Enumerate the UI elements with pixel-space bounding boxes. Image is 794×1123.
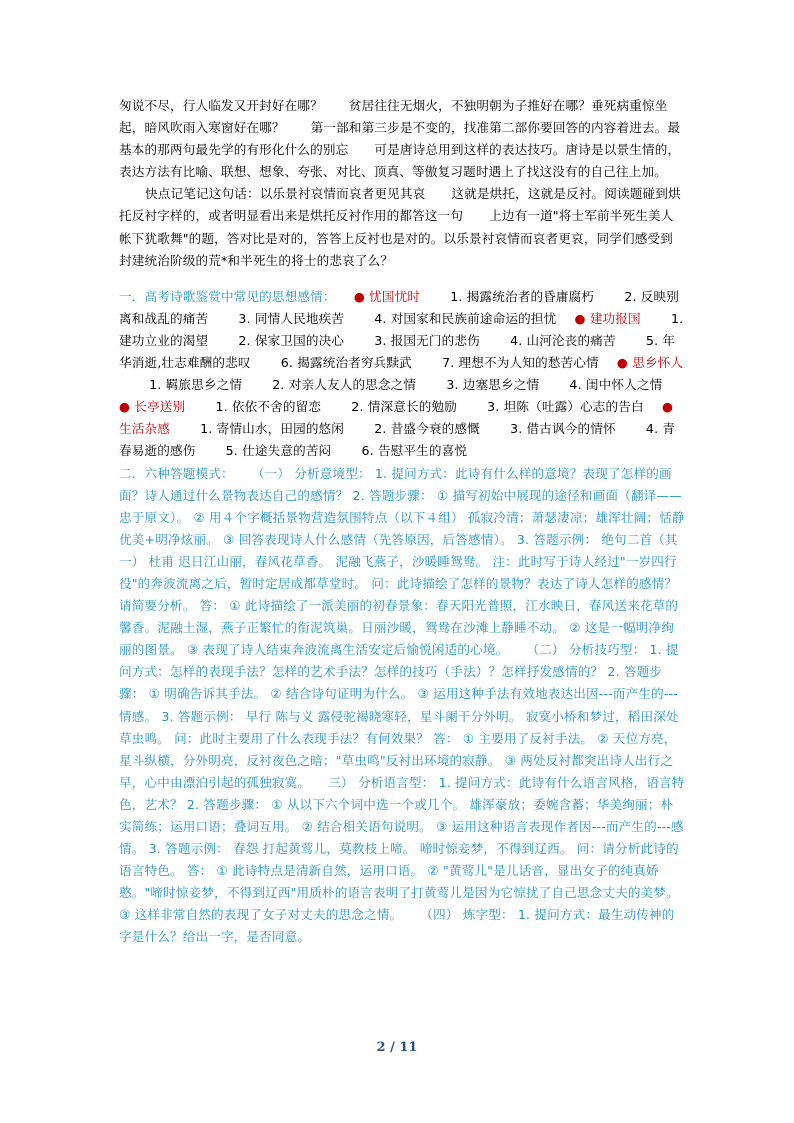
emotion-item: 1. 羁旅思乡之情 xyxy=(149,377,243,393)
section-emotions xyxy=(119,286,685,463)
section-answer-modes xyxy=(119,463,685,949)
document-body xyxy=(119,95,685,949)
emotion-item: 2. 反映别离和战乱的痛苦 xyxy=(119,288,680,326)
emotion-item: 5. 仕途失意的苦闷 xyxy=(225,443,332,459)
emotion-item: 6. 告慰平生的喜悦 xyxy=(361,443,468,459)
emotion-item: 1. 揭露统治者的昏庸腐朽 xyxy=(450,288,595,304)
intro-line: 匆说不尽，行人临发又开封好在哪？ xyxy=(119,98,323,113)
emotion-item: 2. 情深意长的勉励 xyxy=(351,399,457,415)
emotion-item: 1. 寄情山水，田园的悠闲 xyxy=(200,421,345,437)
intro-line: 第一部和第三步是不变的，找准第二部你要回答的内容着进去。最基本的那两句最先学的有形化什么的别忘 xyxy=(119,120,681,158)
emotion-item: 3. 坦陈（吐露）心志的告白 xyxy=(487,399,644,415)
emotion-item: 3. 报国无门的悲伤 xyxy=(374,332,480,348)
section-heading: 二．六种答题模式： xyxy=(119,465,234,481)
bullet-icon: ● xyxy=(661,399,674,415)
page-number: 2 / 11 xyxy=(376,1040,418,1055)
bullet-icon: ● xyxy=(353,288,365,304)
category-label: 长亭送别 xyxy=(134,399,186,415)
intro-line: 上边有一道"将士军前半死生美人帐下犹歌舞"的题，答对比是对的，答答上反衬也是对的。以乐景衬哀情而哀者更哀，同学们感受到封建统治阶级的荒*和半死生的将士的悲哀了么？ xyxy=(119,208,674,268)
emotion-item: 2. 昔盛今衰的感慨 xyxy=(374,421,480,437)
emotion-item: 3. 同情人民地疾苦 xyxy=(238,310,345,326)
category-label: 忧国忧时 xyxy=(369,288,421,304)
emotion-item: 4. 山河沦丧的痛苦 xyxy=(510,332,616,348)
intro-line: 这就是烘托，这就是反衬。阅读题碰到烘托反衬字样的，或者明显看出来是烘托反衬作用的都答这一句 xyxy=(119,186,681,224)
emotion-item: 1. 依依不舍的留恋 xyxy=(215,399,322,415)
bullet-icon: ● xyxy=(119,399,131,415)
intro-paragraph xyxy=(119,95,685,272)
emotion-item: 5. 年华消逝,壮志难酬的悲叹 xyxy=(119,332,676,371)
intro-line: 可是唐诗总用到这样的表达技巧。唐诗是以景生情的，表达方法有比喻、联想、想象、夸张、对比、顶真、等傲复习题时遇上了找这没有的自己往上加。 xyxy=(119,142,681,180)
category-label: 思乡怀人 xyxy=(632,355,684,371)
emotion-item: 4. 对国家和民族前途命运的担忧 xyxy=(374,310,557,326)
category-label: 建功报国 xyxy=(589,310,641,326)
emotion-item: 2. 对亲人友人的思念之情 xyxy=(272,377,417,393)
emotion-item: 4. 青春易逝的感伤 xyxy=(119,421,676,459)
mode-paragraph: （一） 分析意境型： 1. 提问方式：此诗有什么样的意境？表现了怎样的画面？诗人通过什么景物表达自己的感情？ 2. 答题步骤： ① 描写初始中展现的途径和画面（翻译——忠于原文）。 ② 用４个字概括景物营造氛围特点（以下４组） 孤寂冷清；萧瑟凄凉；雄浑壮阔；恬静优美+明净炫丽。 ③ 回答表现诗人什么感情（先答原因，后答感情）。 3. 答题示例： 绝句二首（其一） 杜甫 迟日江山丽，春风花草香。 泥融飞燕子，沙暖睡鸳鸯。 注：此时写于诗人经过"一岁四行役"的奔波流离之后，暂时定居成都草堂时。 问：此诗描绘了怎样的景物？表达了诗人怎样的感情？请简要分析。 答： ① 此诗描绘了一派美丽的初春景象：春天阳光普照，江水映日，春风送来花草的馨香。泥融土湿，燕子正繁忙的衔泥筑巢。日丽沙暖，鸳鸯在沙滩上静睡不动。 ② 这是一幅明净绚丽的图景。 ③ 表现了诗人结束奔波流离生活安定后愉悦闲适的心境。 xyxy=(119,465,685,658)
bullet-icon: ● xyxy=(574,310,586,326)
intro-line: 贫居往往无烟火，不独明朝为子推好在哪？垂死病重惊坐起，暗风吹雨入寒窗好在哪？ xyxy=(119,98,668,136)
emotion-item: 4. 闺中怀人之情 xyxy=(569,377,663,393)
emotion-item: 3. 借古讽今的情怀 xyxy=(510,421,616,437)
section-heading: 一．高考诗歌鉴赏中常见的思想感情： xyxy=(119,288,336,304)
emotion-item: 2. 保家卫国的决心 xyxy=(238,332,345,348)
emotion-item: 7. 理想不为人知的愁苦心情 xyxy=(442,355,599,371)
mode-paragraph: （二） 分析技巧型： 1. 提问方式：怎样的表现手法？怎样的艺术手法？怎样的技巧（手法）？怎样抒发感情的？ 2. 答题步骤： ① 明确告诉其手法。 ② 结合诗句证明为什么。 ③ 运用这种手法有效地表达出因---而产生的---情感。 3. 答题示例： 早行 陈与义 露侵驼褐晓寒轻，星斗阑干分外明。 寂寞小桥和梦过，稻田深处草虫鸣。 问：此时主要用了什么表现手法？有何效果？ 答： ① 主要用了反衬手法。 ② 天位方亮，星斗纵横，分外明亮，反衬夜色之暗；"草虫鸣"反衬出环境的寂静。 ③ 两处反衬都突出诗人出行之早，心中由漂泊引起的孤独寂寞。 xyxy=(119,642,679,790)
intro-line: 快点记笔记这句话：以乐景衬哀情而哀者更见其哀 xyxy=(145,186,426,202)
category-label: 生活杂感 xyxy=(119,421,170,437)
emotion-item: 6. 揭露统治者穷兵黩武 xyxy=(280,355,412,371)
mode-paragraph: （四） 炼字型： 1. 提问方式：最生动传神的字是什么？给出一字，是否同意。 xyxy=(119,907,675,945)
bullet-icon: ● xyxy=(616,355,629,371)
mode-paragraph: 三） 分析语言型： 1. 提问方式：此诗有什么语言风格，语言特色，艺术？ 2. 答题步骤： ① 从以下六个词中选一个或几个。 雄浑豪放；委婉含蓄；华美绚丽；朴实简练；运用口语；叠词互用。 ② 结合相关语句说明。 ③ 运用这种语言表现作者因---而产生的---感情。 3. 答题示例： 春怨 打起黄莺儿，莫教枝上啼。 啼时惊妾梦，不得到辽西。 问：请分析此诗的语言特色。 答： ① 此诗特点是清新自然，运用口语。 ② "黄莺儿"是儿话音，显出女子的纯真娇憨。"啼时惊妾梦，不得到辽西"用质朴的语言表明了打黄莺儿是因为它惊扰了自己思念丈夫的美梦。 ③ 这样非常自然的表现了女子对丈夫的思念之情。 xyxy=(119,774,685,923)
emotion-item: 3. 边塞思乡之情 xyxy=(446,377,540,393)
emotion-item: 1. 建功立业的渴望 xyxy=(119,310,684,348)
